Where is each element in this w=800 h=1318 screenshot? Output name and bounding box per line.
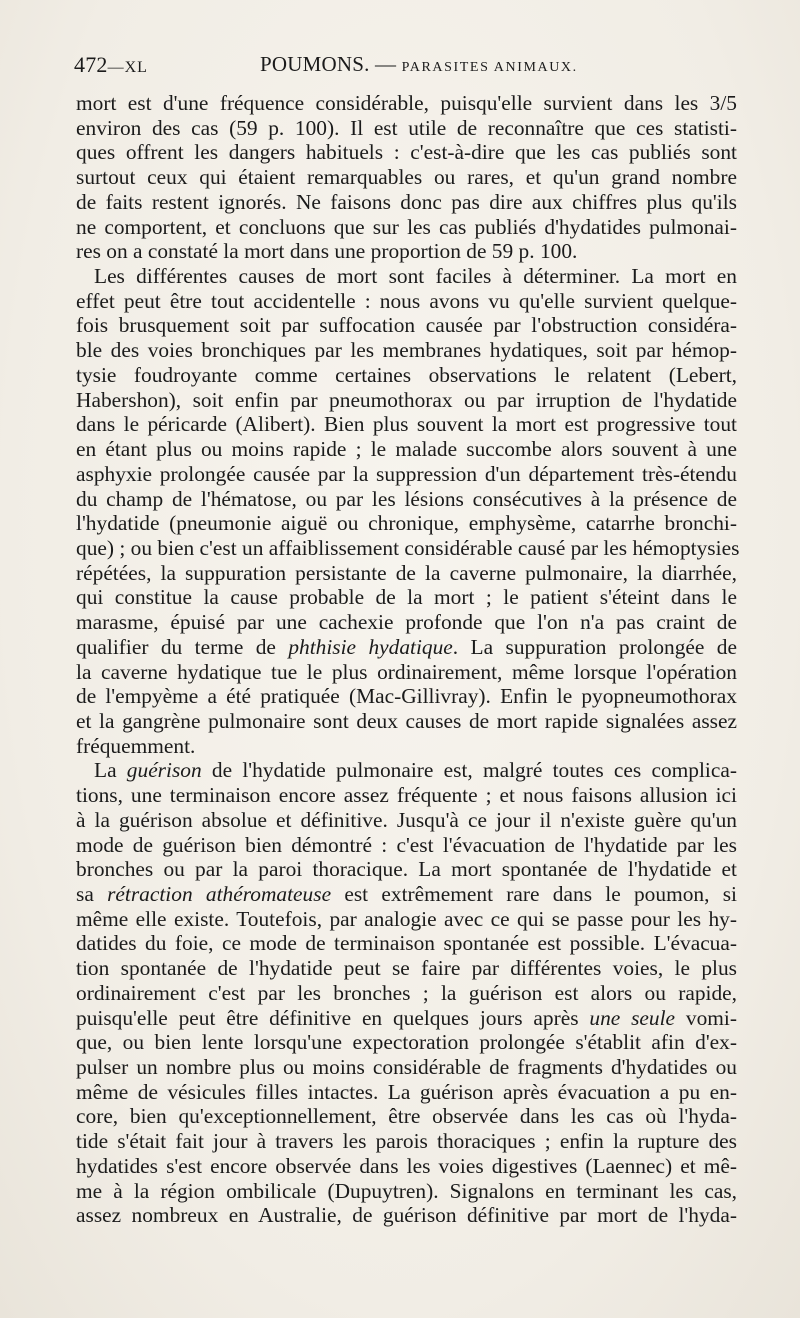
section-code: —XL xyxy=(107,59,148,76)
text-line: core, bien qu'exceptionnellement, être observée dans les cas où l'hyda- xyxy=(76,1104,737,1129)
text-line: Habershon), soit enfin par pneumothorax ou par irruption de l'hydatide xyxy=(76,387,737,412)
text-line: fois brusquement soit par suffocation causée par l'obstruction considéra- xyxy=(76,313,737,338)
text-line: et la gangrène pulmonaire sont deux causes de mort rapide signalées assez xyxy=(76,708,737,733)
text-line: ne comportent, et concluons que sur les cas publiés d'hydatides pulmonai- xyxy=(76,214,737,239)
text-run: La xyxy=(94,758,127,783)
text-line: assez nombreux en Australie, de guérison définitive par mort de l'hyda- xyxy=(76,1203,737,1228)
running-title-subtitle: PARASITES ANIMAUX. xyxy=(401,60,578,75)
text-line: surtout ceux qui étaient remarquables ou rares, et qu'un grand nombre xyxy=(76,165,737,190)
paragraph-start-line xyxy=(76,758,737,783)
text-line: ble des voies bronchiques par les membranes hydatiques, soit par hémop- xyxy=(76,338,737,363)
text-line: pulser un nombre plus ou moins considérable de fragments d'hydatides ou xyxy=(76,1055,737,1080)
body-text xyxy=(76,91,740,1228)
text-run: qualifier du terme de xyxy=(76,634,289,659)
text-line: tide s'était fait jour à travers les parois thoraciques ; enfin la rupture des xyxy=(76,1129,737,1154)
text-run: sa xyxy=(76,882,108,906)
text-line: même de vésicules filles intactes. La guérison après évacuation a pu en- xyxy=(76,1079,737,1104)
text-line: la caverne hydatique tue le plus ordinairement, même lorsque l'opération xyxy=(76,659,737,684)
text-line: ques offrent les dangers habituels : c'est-à-dire que les cas publiés sont xyxy=(76,140,737,165)
text-line: marasme, épuisé par une cachexie profonde que l'on n'a pas craint de xyxy=(76,610,737,635)
text-line: de l'empyème a été pratiquée (Mac-Gillivray). Enfin le pyopneumothorax xyxy=(76,684,737,709)
text-run: de l'hydatide pulmonaire est, malgré toutes ces complica- xyxy=(201,758,737,783)
text-line: environ des cas (59 p. 100). Il est utile de reconnaître que ces statisti- xyxy=(76,115,737,140)
page-number xyxy=(74,52,148,78)
text-line: tions, une terminaison encore assez fréquente ; et nous faisons allusion ici xyxy=(76,783,737,808)
running-title xyxy=(260,52,578,77)
text-line: tion spontanée de l'hydatide peut se faire par différentes voies, le plus xyxy=(76,956,737,981)
text-line: qui constitue la cause probable de la mort ; le patient s'éteint dans le xyxy=(76,585,737,610)
italic-term: rétraction athéromateuse xyxy=(107,882,332,906)
italic-term: phthisie hydatique xyxy=(288,634,453,659)
show-through-ink xyxy=(590,738,710,762)
text-line: bronches ou par la paroi thoracique. La mort spontanée de l'hydatide et xyxy=(76,857,737,882)
text-line: dans le péricarde (Alibert). Bien plus souvent la mort est progressive tout xyxy=(76,412,737,437)
text-line: de faits restent ignorés. Ne faisons donc pas dire aux chiffres plus qu'ils xyxy=(76,189,737,214)
text-line: ordinairement c'est par les bronches ; la guérison est alors ou rapide, xyxy=(76,980,737,1005)
text-line-with-italic xyxy=(76,635,737,660)
text-line: du champ de l'hématose, ou par les lésions consécutives à la présence de xyxy=(76,486,737,511)
text-line: res on a constaté la mort dans une proportion de 59 p. 100. xyxy=(76,239,578,264)
text-line: tysie foudroyante comme certaines observations le relatent (Lebert, xyxy=(76,362,737,387)
text-line: datides du foie, ce mode de terminaison spontanée est possible. L'évacua- xyxy=(76,931,737,956)
text-line: répétées, la suppuration persistante de la caverne pulmonaire, la diarrhée, xyxy=(76,560,737,585)
text-run: . La suppuration prolongée de xyxy=(452,634,737,659)
running-title-main: POUMONS. — xyxy=(260,52,397,76)
text-line: en étant plus ou moins rapide ; le malade succombe alors souvent à une xyxy=(76,437,737,462)
text-line: mode de guérison bien démontré : c'est l'évacuation de l'hydatide par les xyxy=(76,832,737,857)
italic-term: guérison xyxy=(126,758,202,783)
text-line: hydatides s'est encore observée dans les voies digestives (Laennec) et mê- xyxy=(76,1153,737,1178)
text-line-with-italic xyxy=(76,882,737,907)
text-line-with-italic xyxy=(76,1006,737,1031)
text-line: effet peut être tout accidentelle : nous avons vu qu'elle survient quelque- xyxy=(76,288,737,313)
text-line: me à la région ombilicale (Dupuytren). Signalons en terminant les cas, xyxy=(76,1178,737,1203)
page-number-value: 472 xyxy=(74,52,108,77)
italic-term: une seule xyxy=(589,1005,676,1030)
text-line: asphyxie prolongée causée par la suppression d'un département très-étendu xyxy=(76,461,737,486)
text-line: mort est d'une fréquence considérable, puisqu'elle survient dans les 3/5 xyxy=(76,91,737,115)
text-line: à la guérison absolue et définitive. Jusqu'à ce jour il n'existe guère qu'un xyxy=(76,807,737,832)
text-run: puisqu'elle peut être définitive en quelques jours après xyxy=(76,1005,590,1030)
text-line: l'hydatide (pneumonie aiguë ou chronique, emphysème, catarrhe bronchi- xyxy=(76,511,737,536)
text-run: vomi- xyxy=(675,1005,737,1030)
text-line: même elle existe. Toutefois, par analogie avec ce qui se passe pour les hy- xyxy=(76,906,737,931)
text-line: fréquemment. xyxy=(76,733,196,758)
text-line: que, ou bien lente lorsqu'une expectoration prolongée s'établit afin d'ex- xyxy=(76,1030,737,1055)
text-run: est extrêmement rare dans le poumon, si xyxy=(331,882,737,906)
text-line: que) ; ou bien c'est un affaiblissement considérable causé par les hémoptysies xyxy=(76,535,740,560)
paragraph-start-line: Les différentes causes de mort sont faciles à déterminer. La mort en xyxy=(94,264,737,289)
page-header xyxy=(74,52,736,82)
